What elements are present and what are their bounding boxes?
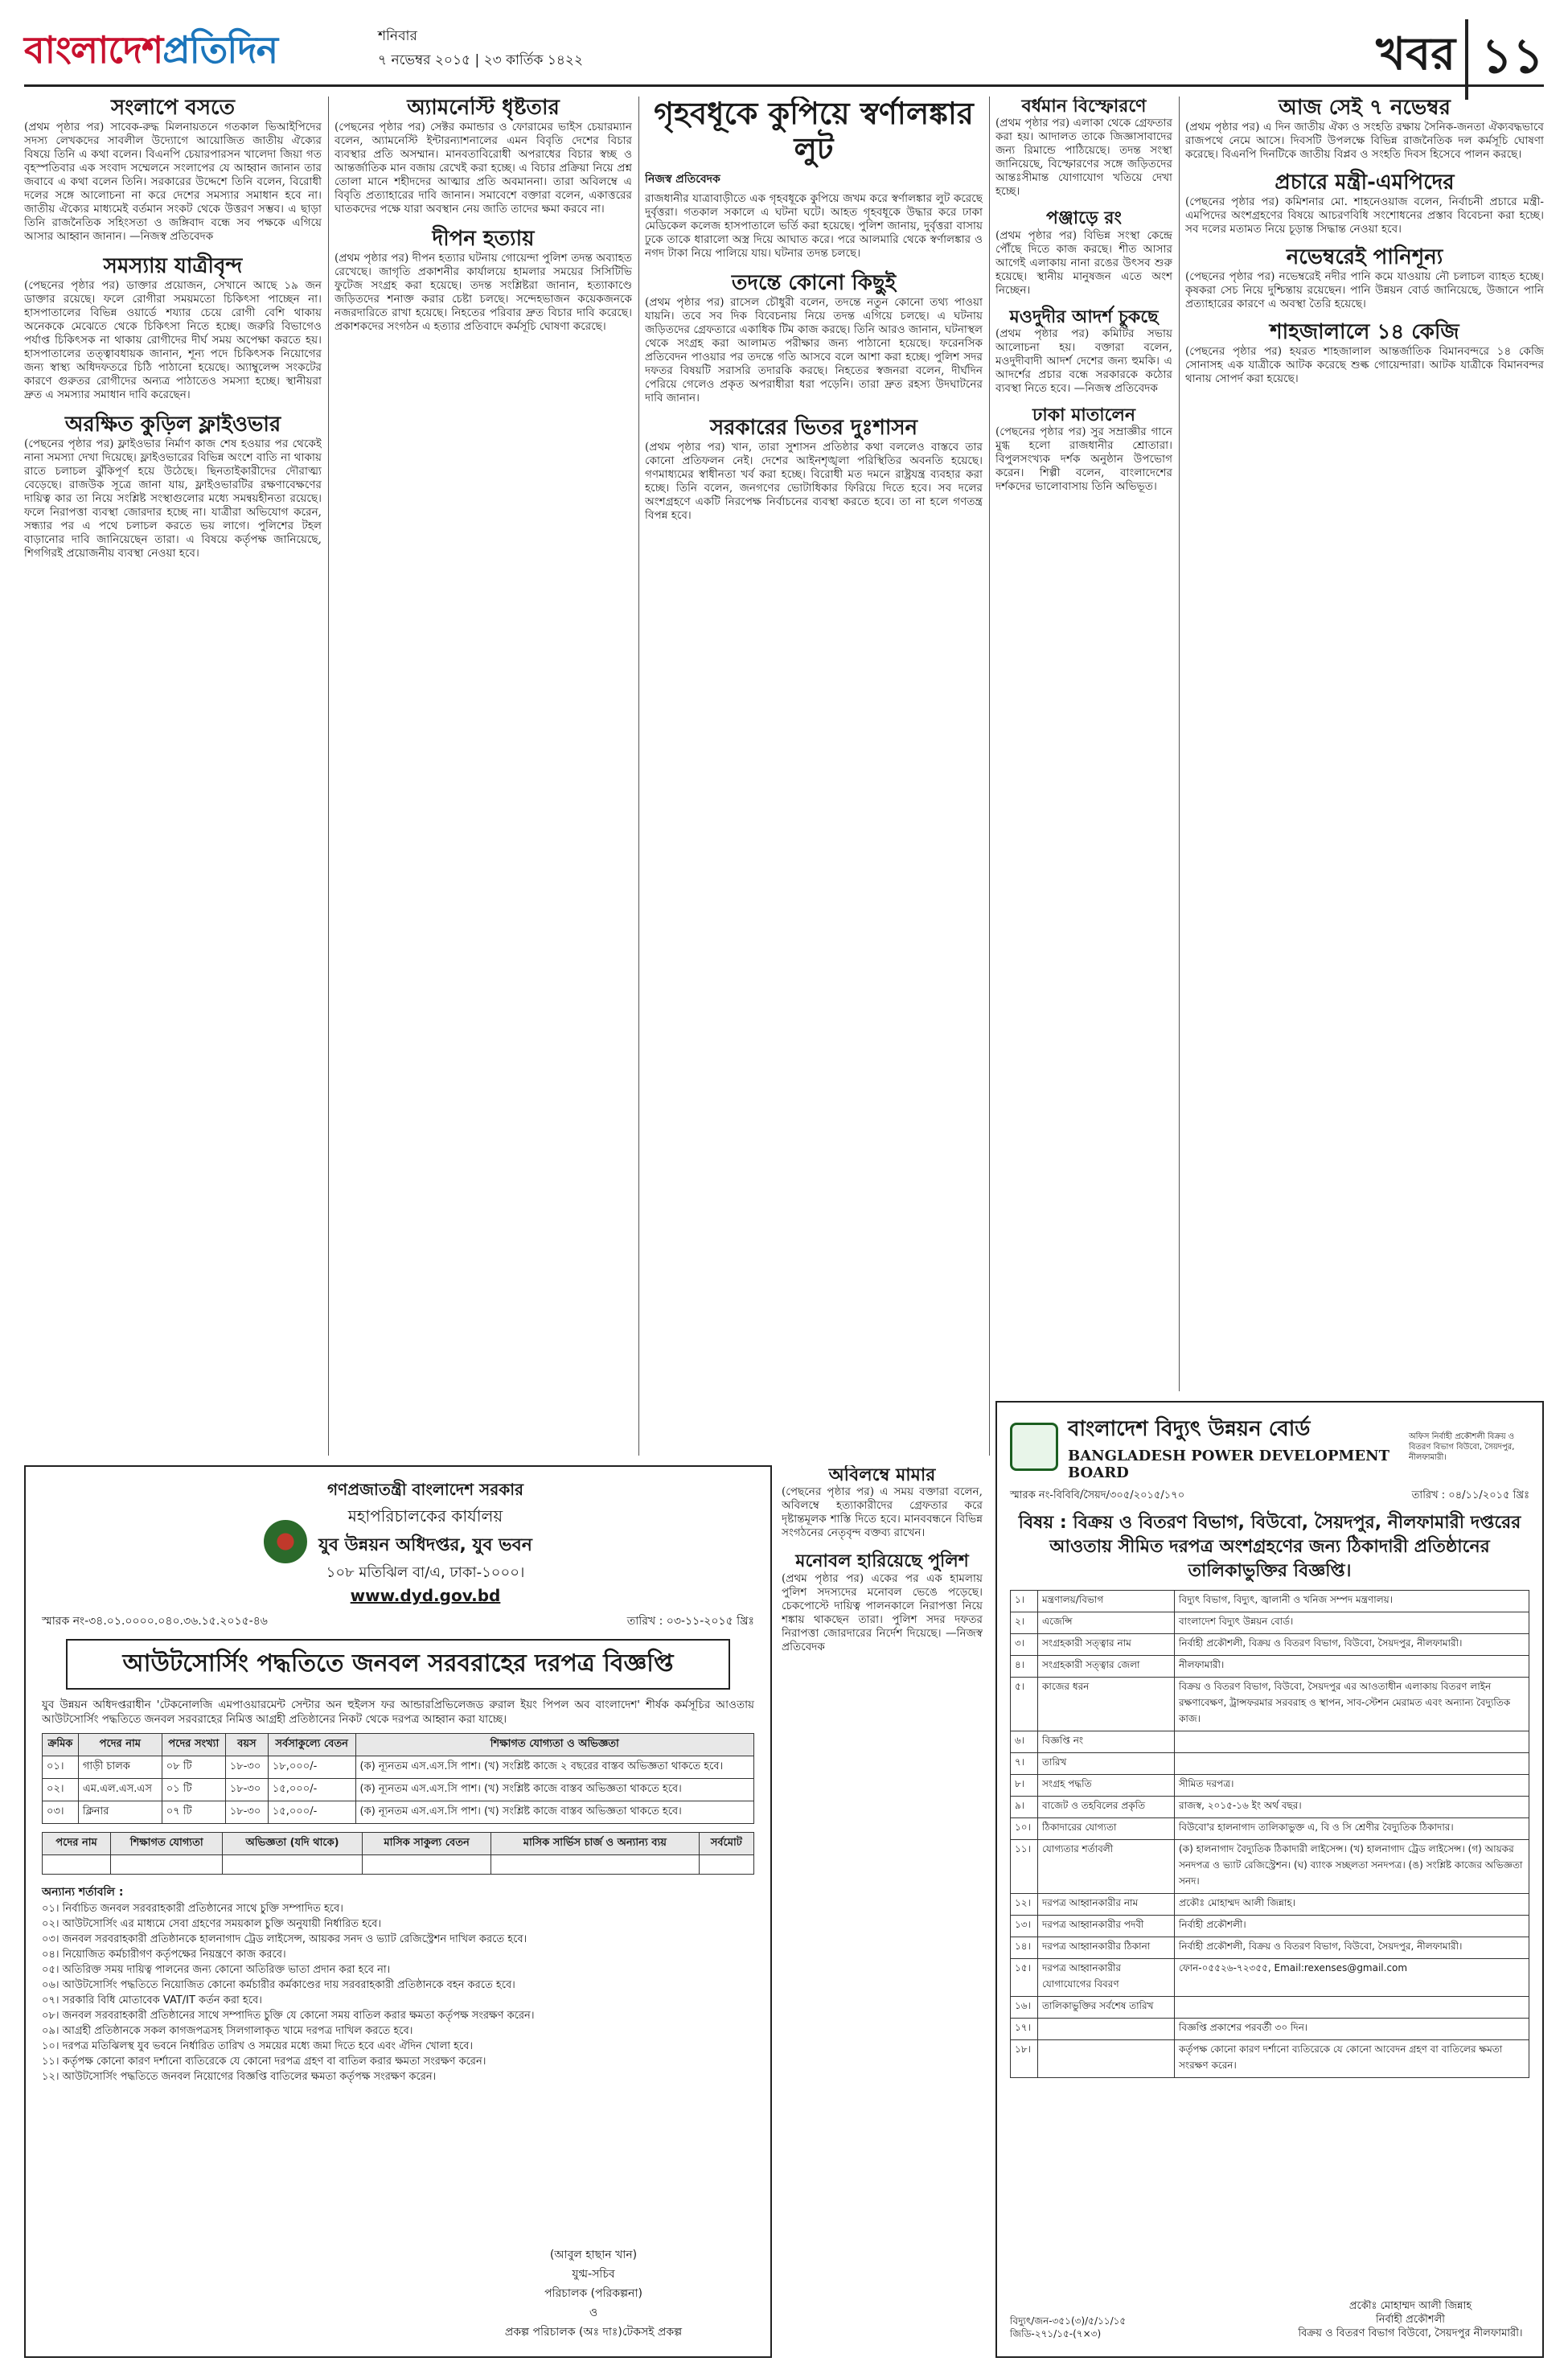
- table-cell: ১৫,০০০/-: [268, 1779, 355, 1801]
- ad-intro: যুব উন্নয়ন অধিদপ্তরাধীন 'টেকনোলজি এমপাওয়ারমেন্ট সেন্টার অন হুইলস ফর আন্ডারপ্রিভিলেজড রুরাল ইয়ং পিপল অব বাংলাদেশ' শীর্ষক কর্মসূচির আওতায় আউটসোর্সিং পদ্ধতিতে জনবল সরবরাহের নিমিত্ত আগ্রহী প্রতিষ্ঠানের নিকট থেকে দরপত্র আহ্বান করা যাচ্ছে।: [42, 1698, 754, 1726]
- table-cell: ১৮,০০০/-: [268, 1756, 355, 1779]
- column-header: পদের নাম: [43, 1833, 111, 1855]
- table-row: [1011, 1775, 1529, 1797]
- table-row: [43, 1779, 754, 1801]
- table-cell: ০৮ টি: [162, 1756, 225, 1779]
- article-body: (পেছনের পৃষ্ঠার পর) ডাক্তার প্রয়োজন, সেখানে আছে ১৯ জন ডাক্তার রয়েছে। ফলে রোগীরা সময়মতো চিকিৎসা পাচ্ছেন না। হাসপাতালের বিভিন্ন ওয়ার্ডে শয্যার চেয়ে রোগী বেশি থাকায় অনেককে মেঝেতে থেকে চিকিৎসা নিতে হচ্ছে। জরুরি বিভাগেও পর্যাপ্ত চিকিৎসক না থাকায় রোগীদের দীর্ঘ সময় অপেক্ষা করতে হয়। হাসপাতালের তত্ত্বাবধায়ক জানান, শূন্য পদে চিকিৎসক নিয়োগের জন্য স্বাস্থ্য অধিদফতরে চিঠি পাঠানো হয়েছে। অ্যাম্বুলেন্স সংকটের কারণে গুরুতর রোগীদের অন্যত্র পাঠাতেও সমস্যা হচ্ছে। স্থানীয়রা দ্রুত এ সমস্যার সমাধান দাবি করেছেন।: [24, 278, 322, 401]
- table-cell: ১০।: [1011, 1818, 1038, 1840]
- logo-part1: বাংলাদেশ: [24, 28, 163, 72]
- article[interactable]: [1185, 321, 1544, 386]
- list-item: ১১। কর্তৃপক্ষ কোনো কারণ দর্শানো ব্যতিরেকে যে কোনো দরপত্র গ্রহণ বা বাতিল করার ক্ষমতা সংরক্ষণ করেন।: [42, 2056, 486, 2068]
- article[interactable]: [995, 307, 1172, 396]
- article-headline: ঢাকা মাতালেন: [1032, 405, 1136, 425]
- table-cell: ১৫।: [1011, 1959, 1038, 1997]
- table-cell: [1175, 1731, 1529, 1753]
- column-header: সর্বসাকুল্যে বেতন: [268, 1734, 355, 1756]
- article-body: (পেছনের পৃষ্ঠার পর) কমিশনার মো. শাহনেওয়াজ বলেন, নির্বাচনী প্রচারে মন্ত্রী-এমপিদের অংশগ্রহণের বিষয়ে আচরণবিধি সংশোধনের প্রস্তাব বিবেচনা করা হচ্ছে। সব দলের মতামত নিয়ে চূড়ান্ত সিদ্ধান্ত নেওয়া হবে।: [1185, 195, 1544, 236]
- memo-date: তারিখ : ০৩-১১-২০১৫ খ্রিঃ: [626, 1615, 754, 1628]
- article-body: (পেছনের পৃষ্ঠার পর) হযরত শাহজালাল আন্তর্জাতিক বিমানবন্দরে ১৪ কেজি সোনাসহ এক যাত্রীকে আটক করেছে শুল্ক গোয়েন্দারা। আটক যাত্রীকে বিমানবন্দর থানায় সোপর্দ করা হয়েছে।: [1185, 344, 1544, 385]
- tender-info-table: [1010, 1590, 1529, 2078]
- table-row: [1011, 1937, 1529, 1959]
- table-cell: এজেন্সি: [1038, 1612, 1175, 1634]
- table-cell: [1038, 2040, 1175, 2078]
- table-row: [1011, 1959, 1529, 1997]
- conditions-list: [42, 1902, 754, 2084]
- column-header: শিক্ষাগত যোগ্যতা ও অভিজ্ঞতা: [355, 1734, 753, 1756]
- table-row: [1011, 1731, 1529, 1753]
- table-row: [1011, 1612, 1529, 1634]
- application-form-table: [42, 1832, 754, 1875]
- table-row: [1011, 1997, 1529, 2019]
- table-cell: (ক) ন্যূনতম এস.এস.সি পাশ। (খ) সংশ্লিষ্ট কাজে বাস্তব অভিজ্ঞতা থাকতে হবে।: [355, 1779, 753, 1801]
- signer-title: যুগ্ম-সচিব: [572, 2268, 615, 2281]
- table-cell: ১৮-৩০: [225, 1801, 268, 1824]
- list-item: ০৬। আউটসোর্সিং পদ্ধতিতে নিয়োজিত কোনো কর্মচারীর কর্মকাণ্ডের দায় সরবরাহকারী প্রতিষ্ঠানকে বহন করতে হবে।: [42, 1979, 515, 1991]
- article[interactable]: [24, 97, 322, 244]
- table-row: [1011, 1894, 1529, 1916]
- signer-office: বিক্রয় ও বিতরণ বিভাগ বিউবো, সৈয়দপুর নীলফামারী।: [1298, 2327, 1523, 2339]
- government-seal-icon: [264, 1520, 307, 1563]
- article-body: (প্রথম পৃষ্ঠার পর) রাসেল চৌধুরী বলেন, তদন্তে নতুন কোনো তথ্য পাওয়া যায়নি। তবে সব দিক বিবেচনায় নিয়ে তদন্ত এগিয়ে চলছে। এ ঘটনায় জড়িতদের গ্রেফতারে একাধিক টিম কাজ করছে। তিনি আরও জানান, ঘটনাস্থল থেকে সংগ্রহ করা আলামত পরীক্ষার জন্য পাঠানো হয়েছে। ফরেনসিক প্রতিবেদন পাওয়ার পর তদন্তে গতি আসবে বলে আশা করা হচ্ছে। পুলিশ সদর দফতর বিষয়টি সরাসরি তদারকি করছে। নিহতের স্বজনরা বলেন, দীর্ঘদিন পেরিয়ে গেলেও প্রকৃত অপরাধীরা ধরা পড়েনি। তারা দ্রুত রহস্য উদঘাটনের দাবি জানান।: [645, 296, 983, 405]
- table-cell: ৯।: [1011, 1797, 1038, 1818]
- column-2: [335, 97, 632, 1456]
- tender-ad-bpdb[interactable]: [995, 1401, 1544, 2358]
- ad-heading: আউটসোর্সিং পদ্ধতিতে জনবল সরবরাহের দরপত্র বিজ্ঞপ্তি: [66, 1639, 730, 1690]
- column-header: পদের নাম: [78, 1734, 162, 1756]
- article[interactable]: [24, 413, 322, 561]
- list-item: ১২। আউটসোর্সিং পদ্ধতিতে জনবল নিয়োগের বিজ্ঞপ্তি বাতিলের ক্ষমতা কর্তৃপক্ষ সংরক্ষণ করেন।: [42, 2071, 437, 2083]
- column-divider: [1179, 97, 1180, 1391]
- column-divider: [328, 97, 329, 1456]
- article-body: (প্রথম পৃষ্ঠার পর) এলাকা থেকে গ্রেফতার করা হয়। আদালত তাকে জিজ্ঞাসাবাদের জন্য রিমান্ডে পাঠিয়েছে। তদন্ত সংস্থা জানিয়েছে, বিস্ফোরণের সঙ্গে জড়িতদের আন্তঃসীমান্ত যোগাযোগ খতিয়ে দেখা হচ্ছে।: [995, 117, 1172, 199]
- table-cell: ০১ টি: [162, 1779, 225, 1801]
- issue-date: ৭ নভেম্বর ২০১৫ | ২৩ কার্তিক ১৪২২: [378, 52, 583, 68]
- table-cell: তালিকাভুক্তির সর্বশেষ তারিখ: [1038, 1997, 1175, 2019]
- table-cell: বিজ্ঞপ্তি নং: [1038, 1731, 1175, 1753]
- article-body: রাজধানীর যাত্রাবাড়ীতে এক গৃহবধূকে কুপিয়ে জখম করে স্বর্ণালঙ্কার লুট করেছে দুর্বৃত্তরা। গতকাল সকালে এ ঘটনা ঘটে। আহত গৃহবধূকে উদ্ধার করে ঢাকা মেডিকেল কলেজ হাসপাতালে ভর্তি করা হয়েছে। পুলিশ জানায়, দুর্বৃত্তরা বাসায় ঢুকে তাকে ধারালো অস্ত্র দিয়ে আঘাত করে। পরে আলমারি থেকে স্বর্ণালঙ্কার ও নগদ টাকা নিয়ে পালিয়ে যায়। ঘটনার তদন্ত চলছে।: [645, 192, 983, 261]
- signer-title: ও: [589, 2306, 598, 2319]
- article-headline: নভেম্বরেই পানিশূন্য: [1286, 244, 1443, 269]
- article-headline: শাহজালালে ১৪ কেজি: [1270, 319, 1459, 344]
- list-item: ০৯। আগ্রহী প্রতিষ্ঠানকে সকল কাগজপত্রসহ সিলগালাকৃত খামে দরপত্র দাখিল করতে হবে।: [42, 2025, 413, 2037]
- newspaper-logo[interactable]: [24, 23, 277, 84]
- column-4: [995, 97, 1172, 1391]
- table-cell: যোগ্যতার শর্তাবলী: [1038, 1840, 1175, 1894]
- org-name-en: BANGLADESH POWER DEVELOPMENT BOARD: [1068, 1448, 1389, 1481]
- article[interactable]: [24, 255, 322, 402]
- article[interactable]: [645, 272, 983, 405]
- table-cell: ০৩।: [43, 1801, 79, 1824]
- list-item: ০৫। অতিরিক্ত সময় দায়িত্ব পালনের জন্য কোনো অতিরিক্ত ভাতা প্রদান করা হবে না।: [42, 1964, 391, 1976]
- table-cell: ঠিকাদারের যোগ্যতা: [1038, 1818, 1175, 1840]
- article-body: (পেছনের পৃষ্ঠার পর) নভেম্বরেই নদীর পানি কমে যাওয়ায় নৌ চলাচল ব্যাহত হচ্ছে। কৃষকরা সেচ নিয়ে দুশ্চিন্তায় রয়েছেন। পানি উন্নয়ন বোর্ড জানিয়েছে, উজানে পানি প্রত্যাহারের কারণে এ অবস্থা তৈরি হয়েছে।: [1185, 269, 1544, 310]
- table-cell: নীলফামারী।: [1175, 1656, 1529, 1678]
- list-item: ০১। নির্বাচিত জনবল সরবরাহকারী প্রতিষ্ঠানের সাথে চুক্তি সম্পাদিত হবে।: [42, 1903, 343, 1915]
- column-divider: [638, 97, 639, 1456]
- table-cell: ১৪।: [1011, 1937, 1038, 1959]
- signer-title: পরিচালক (পরিকল্পনা): [544, 2287, 642, 2300]
- lead-headline: গৃহবধূকে কুপিয়ে স্বর্ণালঙ্কার লুট: [654, 97, 974, 166]
- column-mid: [782, 1465, 983, 2358]
- table-row: [43, 1756, 754, 1779]
- list-item: ০৮। জনবল সরবরাহকারী প্রতিষ্ঠানের সাথে সম্পাদিত চুক্তি যে কোনো সময় বাতিল করার ক্ষমতা কর্তৃপক্ষ সংরক্ষণ করেন।: [42, 2010, 535, 2022]
- signature-block: [449, 2245, 738, 2342]
- memo-date: তারিখ : ০৪/১১/২০১৫ খ্রিঃ: [1411, 1489, 1529, 1501]
- table-cell: এম.এল.এস.এস: [78, 1779, 162, 1801]
- table-cell: ৪।: [1011, 1656, 1038, 1678]
- table-row: [1011, 1634, 1529, 1656]
- table-cell: প্রকৌঃ মোহাম্মদ আলী জিন্নাহ।: [1175, 1894, 1529, 1916]
- table-cell: ১২।: [1011, 1894, 1038, 1916]
- article[interactable]: [335, 97, 632, 216]
- table-cell: [1038, 2019, 1175, 2040]
- table-cell: বিক্রয় ও বিতরণ বিভাগ, বিউবো, সৈয়দপুর এর আওতাধীন এলাকায় বিতরণ লাইন রক্ষণাবেক্ষণ, ট্রান্সফরমার সরবরাহ ও স্থাপন, সাব-স্টেশন মেরামত এবং অন্যান্য বৈদ্যুতিক কাজ।: [1175, 1678, 1529, 1731]
- table-cell: দরপত্র আহ্বানকারীর ঠিকানা: [1038, 1937, 1175, 1959]
- article[interactable]: [995, 97, 1172, 199]
- article[interactable]: [782, 1465, 983, 1540]
- article-headline: দীপন হত্যায়: [432, 226, 535, 251]
- table-cell: ৮।: [1011, 1775, 1038, 1797]
- column-header: মাসিক সার্ভিস চার্জ ও অন্যান্য ব্যয়: [491, 1833, 699, 1855]
- table-cell: নির্বাহী প্রকৌশলী।: [1175, 1916, 1529, 1937]
- table-cell: [1175, 1997, 1529, 2019]
- table-cell: ১৮।: [1011, 2040, 1038, 2078]
- article[interactable]: [782, 1551, 983, 1653]
- table-cell: ২।: [1011, 1612, 1038, 1634]
- dept-name: যুব উন্নয়ন অধিদপ্তর, যুব ভবন: [318, 1535, 532, 1555]
- article-body: (প্রথম পৃষ্ঠার পর) দীপন হত্যার ঘটনায় গোয়েন্দা পুলিশ তদন্ত অব্যাহত রেখেছে। জাগৃতি প্রকাশনীর কার্যালয়ে হামলার সময়ের সিসিটিভি ফুটেজ সংগ্রহ করা হয়েছে। তদন্ত সংশ্লিষ্টরা জানান, হত্যাকাণ্ডে জড়িতদের শনাক্ত করার চেষ্টা চলছে। সন্দেহভাজন কয়েকজনকে নজরদারিতে রাখা হয়েছে। নিহতের পরিবার দ্রুত বিচার দাবি করেছে। প্রকাশকদের সংগঠন এ হত্যার প্রতিবাদে কর্মসূচি ঘোষণা করেছে।: [335, 251, 632, 333]
- column-header: বয়স: [225, 1734, 268, 1756]
- signer-title: প্রকল্প পরিচালক (অঃ দাঃ)টেকসই প্রকল্প: [504, 2326, 683, 2339]
- article-headline: সংলাপে বসতে: [110, 97, 236, 120]
- article-headline: অবিলম্বে মামার: [828, 1465, 936, 1485]
- bpdb-logo-icon: [1010, 1423, 1058, 1471]
- table-row: [1011, 2019, 1529, 2040]
- table-row: [43, 1801, 754, 1824]
- table-cell: বিজ্ঞপ্তি প্রকাশের পরবর্তী ৩০ দিন।: [1175, 2019, 1529, 2040]
- table-row: [1011, 1797, 1529, 1818]
- table-row: [43, 1855, 754, 1875]
- article-body: (প্রথম পৃষ্ঠার পর) এ দিন জাতীয় ঐক্য ও সংহতি রক্ষায় সৈনিক-জনতা ঐক্যবদ্ধভাবে রাজপথে নেমে আসে। দিবসটি উপলক্ষে বিভিন্ন রাজনৈতিক দল কর্মসূচি ঘোষণা করেছে। বিএনপি দিনটিকে জাতীয় বিপ্লব ও সংহতি দিবস হিসেবে পালন করছে।: [1185, 120, 1544, 161]
- table-cell: (ক) ন্যূনতম এস.এস.সি পাশ। (খ) সংশ্লিষ্ট কাজে ২ বছরের বাস্তব অভিজ্ঞতা থাকতে হবে।: [355, 1756, 753, 1779]
- table-cell: সংগ্রহকারী সত্ত্বার জেলা: [1038, 1656, 1175, 1678]
- article-body: (পেছনের পৃষ্ঠার পর) ফ্লাইওভার নির্মাণ কাজ শেষ হওয়ার পর থেকেই নানা সমস্যা দেখা দিয়েছে। ফ্লাইওভারের বিভিন্ন অংশে বাতি না থাকায় রাতে চলাচল ঝুঁকিপূর্ণ হয়ে উঠেছে। ছিনতাইকারীদের দৌরাত্ম্য বেড়েছে। রাজউক সূত্রে জানা যায়, ফ্লাইওভারটির রক্ষণাবেক্ষণের দায়িত্ব কার তা নিয়ে সংশ্লিষ্ট সংস্থাগুলোর মধ্যে সমন্বয়হীনতা রয়েছে। ফলে নিরাপত্তা ব্যবস্থা জোরদার হচ্ছে না। যাত্রীরা অভিযোগ করেন, সন্ধ্যার পর এ পথে চলাচল করতে ভয় লাগে। পুলিশের টহল বাড়ানোর দাবি জানিয়েছেন তারা। এ বিষয়ে কর্তৃপক্ষ জানিয়েছে, শিগগিরই প্রয়োজনীয় ব্যবস্থা নেওয়া হবে।: [24, 437, 322, 560]
- table-cell: বিদ্যুৎ বিভাগ, বিদ্যুৎ, জ্বালানী ও খনিজ সম্পদ মন্ত্রণালয়।: [1175, 1591, 1529, 1612]
- table-cell: ১৭।: [1011, 2019, 1038, 2040]
- table-cell: ১।: [1011, 1591, 1038, 1612]
- list-item: ০২। আউটসোর্সিং এর মাধ্যমে সেবা গ্রহণের সময়কাল চুক্তি অনুযায়ী নির্ধারিত হবে।: [42, 1918, 382, 1930]
- article-headline: সরকারের ভিতর দুঃশাসন: [709, 416, 918, 441]
- table-row: [1011, 1753, 1529, 1775]
- article[interactable]: [1185, 97, 1544, 162]
- table-cell: ক্লিনার: [78, 1801, 162, 1824]
- table-cell: ১৫,০০০/-: [268, 1801, 355, 1824]
- article-body: (পেছনের পৃষ্ঠার পর) এ সময় বক্তারা বলেন, অবিলম্বে হত্যাকারীদের গ্রেফতার করে দৃষ্টান্তমূলক শাস্তি দিতে হবে। মানববন্ধনে বিভিন্ন সংগঠনের নেতৃবৃন্দ বক্তব্য রাখেন।: [782, 1485, 983, 1540]
- ad-header: [1010, 1412, 1529, 1481]
- ref-line: বিদ্যুৎ/জন-৩৫১(৩)/৫/১১/১৫: [1010, 2315, 1127, 2327]
- column-1: [24, 97, 322, 1456]
- article[interactable]: [335, 228, 632, 334]
- ref-line: জিডি-২৭১/১৫-(৭×৩): [1010, 2328, 1102, 2339]
- table-cell: ১৩।: [1011, 1916, 1038, 1937]
- column-3: [645, 97, 983, 1456]
- table-row: [1011, 1591, 1529, 1612]
- table-row: [1011, 1840, 1529, 1894]
- signature-block: [1298, 2299, 1523, 2340]
- column-header: পদের সংখ্যা: [162, 1734, 225, 1756]
- table-cell: ৫।: [1011, 1678, 1038, 1731]
- list-item: ০৪। নিয়োজিত কর্মচারীগণ কর্তৃপক্ষের নিয়ন্ত্রণে কাজ করবে।: [42, 1949, 286, 1961]
- table-row: [1011, 1818, 1529, 1840]
- dept-address: ১০৮ মতিঝিল বা/এ, ঢাকা-১০০০।: [326, 1564, 525, 1581]
- table-cell: রাজস্ব, ২০১৫-১৬ ইং অর্থ বছর।: [1175, 1797, 1529, 1818]
- article-headline: আজ সেই ৭ নভেম্বর: [1279, 97, 1451, 120]
- table-cell: তারিখ: [1038, 1753, 1175, 1775]
- table-cell: ১৮-৩০: [225, 1779, 268, 1801]
- section-title: খবর: [1376, 28, 1455, 80]
- memo-number: স্মারক নং-বিবিবি/সৈয়দ/৩০৫/২০১৫/১৭০: [1010, 1489, 1185, 1501]
- ad-reference: [1010, 2314, 1126, 2340]
- table-cell: ১১।: [1011, 1840, 1038, 1894]
- signer-name: প্রকৌঃ মোহাম্মদ আলী জিন্নাহ: [1348, 2300, 1472, 2312]
- table-cell: দরপত্র আহ্বানকারীর পদবী: [1038, 1916, 1175, 1937]
- office-note: অফিস নির্বাহী প্রকৌশলী বিক্রয় ও বিতরণ বিভাগ বিউবো, সৈয়দপুর, নীলফামারী।: [1409, 1431, 1515, 1462]
- table-cell: (ক) ন্যূনতম এস.এস.সি পাশ। (খ) সংশ্লিষ্ট কাজে বাস্তব অভিজ্ঞতা থাকতে হবে।: [355, 1801, 753, 1824]
- article-headline: তদন্তে কোনো কিছুই: [731, 271, 897, 296]
- ad-header: [42, 1478, 754, 1605]
- article-headline: বর্ধমান বিস্ফোরণে: [1021, 97, 1147, 117]
- article[interactable]: [645, 417, 983, 523]
- table-cell: বাংলাদেশ বিদ্যুৎ উন্নয়ন বোর্ড।: [1175, 1612, 1529, 1634]
- article[interactable]: [1185, 246, 1544, 311]
- list-item: ০৭। সরকারি বিধি মোতাবেক VAT/IT কর্তন করা হবে।: [42, 1994, 262, 2006]
- article-body: (পেছনের পৃষ্ঠার পর) সেক্টর কমান্ডার ও ফোরামের ভাইস চেয়ারম্যান বলেন, অ্যামনেস্টি ইন্টারন্যাশনালের এমন বিবৃতি দেশের বিচার ব্যবস্থার প্রতি অসম্মান। মানবতাবিরোধী অপরাধের বিচার স্বচ্ছ ও আন্তর্জাতিক মান বজায় রেখেই করা হচ্ছে। এ বিচার প্রক্রিয়া নিয়ে প্রশ্ন তোলা মানে শহীদদের আত্মার প্রতি অবমাননা। তারা অবিলম্বে এ বিবৃতি প্রত্যাহারের দাবি জানান। সমাবেশে বক্তারা বলেন, একাত্তরের ঘাতকদের পক্ষে যারা অবস্থান নেয় জাতি তাদের ক্ষমা করবে না।: [335, 120, 632, 216]
- article-body: (পেছনের পৃষ্ঠার পর) সুর সম্রাজ্ঞীর গানে মুগ্ধ হলো রাজধানীর শ্রোতারা। বিপুলসংখ্যক দর্শক অনুষ্ঠান উপভোগ করেন। শিল্পী বলেন, বাংলাদেশের দর্শকদের ভালোবাসায় তিনি অভিভূত।: [995, 425, 1172, 494]
- website-link[interactable]: www.dyd.gov.bd: [350, 1586, 501, 1605]
- table-cell: ০১।: [43, 1756, 79, 1779]
- list-item: ০৩। জনবল সরবরাহকারী প্রতিষ্ঠানকে হালনাগাদ ট্রেড লাইসেন্স, আয়কর সনদ ও ভ্যাট রেজিস্ট্রেশন দাখিল করতে হবে।: [42, 1933, 527, 1945]
- article[interactable]: [995, 405, 1172, 494]
- logo-part2: প্রতিদিন: [162, 28, 278, 72]
- article-body: (প্রথম পৃষ্ঠার পর) বিভিন্ন সংস্থা কেন্দ্রে পৌঁছে দিতে কাজ করছে। শীত আসার আগেই এলাকায় নানা রঙের উৎসব শুরু হয়েছে। স্থানীয় মানুষজন এতে অংশ নিচ্ছেন।: [995, 228, 1172, 297]
- article-headline: অ্যামনেস্টি ধৃষ্টতার: [407, 97, 560, 120]
- table-cell: দরপত্র আহ্বানকারীর নাম: [1038, 1894, 1175, 1916]
- article-headline: অরক্ষিত কুড়িল ফ্লাইওভার: [64, 412, 281, 437]
- post-table: [42, 1733, 754, 1824]
- signer-name: (আবুল হাছান খান): [549, 2249, 638, 2261]
- column-header: অভিজ্ঞতা (যদি থাকে): [223, 1833, 363, 1855]
- column-header: সর্বমোট: [699, 1833, 754, 1855]
- table-cell: সংগ্রহকারী সত্ত্বার নাম: [1038, 1634, 1175, 1656]
- article-headline: সমস্যায় যাত্রীবৃন্দ: [103, 253, 243, 278]
- table-cell: মন্ত্রণালয়/বিভাগ: [1038, 1591, 1175, 1612]
- article[interactable]: [1185, 171, 1544, 236]
- lead-article[interactable]: [645, 97, 983, 261]
- table-cell: সীমিত দরপত্র।: [1175, 1775, 1529, 1797]
- contact-cell[interactable]: ফোন-০৫৫২৬-৭২৩৫৫, Email:rexenses@gmail.com: [1175, 1959, 1529, 1997]
- column-header: মাসিক সাকুল্য বেতন: [362, 1833, 491, 1855]
- article-headline: মওদুদীর আদর্শ চুকছে: [1009, 306, 1159, 327]
- date-box: [378, 24, 583, 72]
- tender-ad-youth[interactable]: [24, 1465, 772, 2358]
- table-cell: দরপত্র আহ্বানকারীর যোগাযোগের বিবরণ: [1038, 1959, 1175, 1997]
- article-body: (প্রথম পৃষ্ঠার পর) খান, তারা সুশাসন প্রতিষ্ঠার কথা বললেও বাস্তবে তার কোনো প্রতিফলন নেই। দেশের আইনশৃঙ্খলা পরিস্থিতির অবনতি হয়েছে। গণমাধ্যমের স্বাধীনতা খর্ব করা হচ্ছে। বিরোধী মত দমনে রাষ্ট্রযন্ত্র ব্যবহার করা হচ্ছে। তিনি বলেন, জনগণের ভোটাধিকার ফিরিয়ে দিতে হবে। সব দলের অংশগ্রহণে একটি নিরপেক্ষ নির্বাচনের ব্যবস্থা করতে হবে। তা না হলে গণতন্ত্র বিপন্ন হবে।: [645, 441, 983, 523]
- signer-title: নির্বাহী প্রকৌশলী: [1375, 2314, 1445, 2326]
- column-divider: [989, 97, 990, 1456]
- page-number: ১১: [1465, 19, 1544, 100]
- table-cell: বিউবো'র হালনাগাদ তালিকাভুক্ত এ, বি ও সি শ্রেণীর বৈদ্যুতিক ঠিকাদার।: [1175, 1818, 1529, 1840]
- article-body: (প্রথম পৃষ্ঠার পর) একের পর এক হামলায় পুলিশ সদস্যদের মনোবল ভেঙে পড়েছে। চেকপোস্টে দায়িত্ব পালনকালে নিরাপত্তা নিয়ে শঙ্কায় থাকছেন তারা। পুলিশ সদর দফতর নিরাপত্তা জোরদারের নির্দেশ দিয়েছে। —নিজস্ব প্রতিবেদক: [782, 1571, 983, 1653]
- weekday: শনিবার: [378, 28, 417, 44]
- conditions-title: অন্যান্য শর্তাবলি :: [42, 1886, 124, 1899]
- table-cell: ১৮-৩০: [225, 1756, 268, 1779]
- article-headline: মনোবল হারিয়েছে পুলিশ: [795, 1551, 969, 1572]
- masthead: [24, 19, 1544, 87]
- list-item: ১০। দরপত্র মতিঝিলস্থ যুব ভবনে নির্ধারিত তারিখ ও সময়ের মধ্যে জমা দিতে হবে এবং ঐদিন খোলা হবে।: [42, 2040, 474, 2052]
- table-cell: গাড়ী চালক: [78, 1756, 162, 1779]
- ad-subject: বিষয় : বিক্রয় ও বিতরণ বিভাগ, বিউবো, সৈয়দপুর, নীলফামারী দপ্তরের আওতায় সীমিত দরপত্র অংশগ্রহণের জন্য ঠিকাদারী প্রতিষ্ঠানের তালিকাভুক্তির বিজ্ঞপ্তি।: [1018, 1513, 1521, 1581]
- office-name: মহাপরিচালকের কার্যালয়: [347, 1506, 503, 1526]
- column-header: শিক্ষাগত যোগ্যতা: [111, 1833, 223, 1855]
- table-cell: বাজেট ও তহবিলের প্রকৃতি: [1038, 1797, 1175, 1818]
- article[interactable]: [995, 208, 1172, 297]
- table-cell: কর্তৃপক্ষ কোনো কারণ দর্শানো ব্যতিরেকে যে কোনো আবেদন গ্রহণ বা বাতিলের ক্ষমতা সংরক্ষণ করেন।: [1175, 2040, 1529, 2078]
- article-headline: প্রচারে মন্ত্রী-এমপিদের: [1275, 170, 1455, 195]
- table-row: [1011, 2040, 1529, 2078]
- govt-name: গণপ্রজাতন্ত্রী বাংলাদেশ সরকার: [327, 1480, 523, 1499]
- column-header: ক্রমিক: [43, 1734, 79, 1756]
- table-cell: (ক) হালনাগাদ বৈদ্যুতিক ঠিকাদারী লাইসেন্স। (খ) হালনাগাদ ট্রেড লাইসেন্স। (গ) আয়কর সনদপত্র ও ভ্যাট রেজিস্ট্রেশন। (ঘ) ব্যাংক সচ্ছলতা সনদপত্র। (ঙ) সংশ্লিষ্ট কাজের অভিজ্ঞতা সনদ।: [1175, 1840, 1529, 1894]
- table-cell: সংগ্রহ পদ্ধতি: [1038, 1775, 1175, 1797]
- table-row: [1011, 1678, 1529, 1731]
- table-row: [1011, 1656, 1529, 1678]
- table-cell: ০৭ টি: [162, 1801, 225, 1824]
- table-cell: নির্বাহী প্রকৌশলী, বিক্রয় ও বিতরণ বিভাগ, বিউবো, সৈয়দপুর, নীলফামারী।: [1175, 1937, 1529, 1959]
- table-cell: নির্বাহী প্রকৌশলী, বিক্রয় ও বিতরণ বিভাগ, বিউবো, সৈয়দপুর, নীলফামারী।: [1175, 1634, 1529, 1656]
- column-5: [1185, 97, 1544, 1391]
- memo-number: স্মারক নং-৩৪.০১.০০০০.০৪০.৩৬.১৫.২০১৫-৪৬: [42, 1615, 268, 1628]
- table-cell: কাজের ধরন: [1038, 1678, 1175, 1731]
- table-cell: ৭।: [1011, 1753, 1038, 1775]
- table-cell: ১৬।: [1011, 1997, 1038, 2019]
- table-cell: ০২।: [43, 1779, 79, 1801]
- article-body: (প্রথম পৃষ্ঠার পর) কমিটির সভায় আলোচনা হয়। বক্তারা বলেন, মওদুদীবাদী আদর্শ দেশের জন্য হুমকি। এ আদর্শের প্রচার বন্ধে সরকারকে কঠোর ব্যবস্থা নিতে হবে। —নিজস্ব প্রতিবেদক: [995, 327, 1172, 395]
- table-cell: ৩।: [1011, 1634, 1038, 1656]
- byline: নিজস্ব প্রতিবেদক: [645, 173, 720, 187]
- org-name-bn: বাংলাদেশ বিদ্যুৎ উন্নয়ন বোর্ড: [1068, 1417, 1311, 1441]
- article-headline: পঞ্জাড়ে রং: [1046, 208, 1122, 229]
- table-cell: ৬।: [1011, 1731, 1038, 1753]
- table-cell: [1175, 1753, 1529, 1775]
- table-row: [1011, 1916, 1529, 1937]
- article-body: (প্রথম পৃষ্ঠার পর) সাবেক-রুদ্ধ মিলনায়তনে গতকাল ভিআইপিদের সদস্য লেখকদের সাবলীল উদ্যোগে আয়োজিত জাতীয় ঐক্যের বিষয়ে তিনি এ কথা বলেন। বিএনপি চেয়ারপারসন খালেদা জিয়া গত বৃহস্পতিবার এক সংবাদ সম্মেলনে সংলাপের যে আহ্বান জানান তার জবাবে এ কথা বলেন তিনি। সরকারের উদ্দেশে তিনি বলেন, বিরোধী দলের সঙ্গে আলোচনা না করে দেশের সমস্যার সমাধান হবে না। জাতীয় ঐক্যের মাধ্যমেই বর্তমান সংকট থেকে উত্তরণ সম্ভব। এ ছাড়া তিনি রাজনৈতিক সহিংসতা ও জঙ্গিবাদ বন্ধে সব পক্ষকে এগিয়ে আসার আহ্বান জানান। —নিজস্ব প্রতিবেদক: [24, 120, 322, 243]
